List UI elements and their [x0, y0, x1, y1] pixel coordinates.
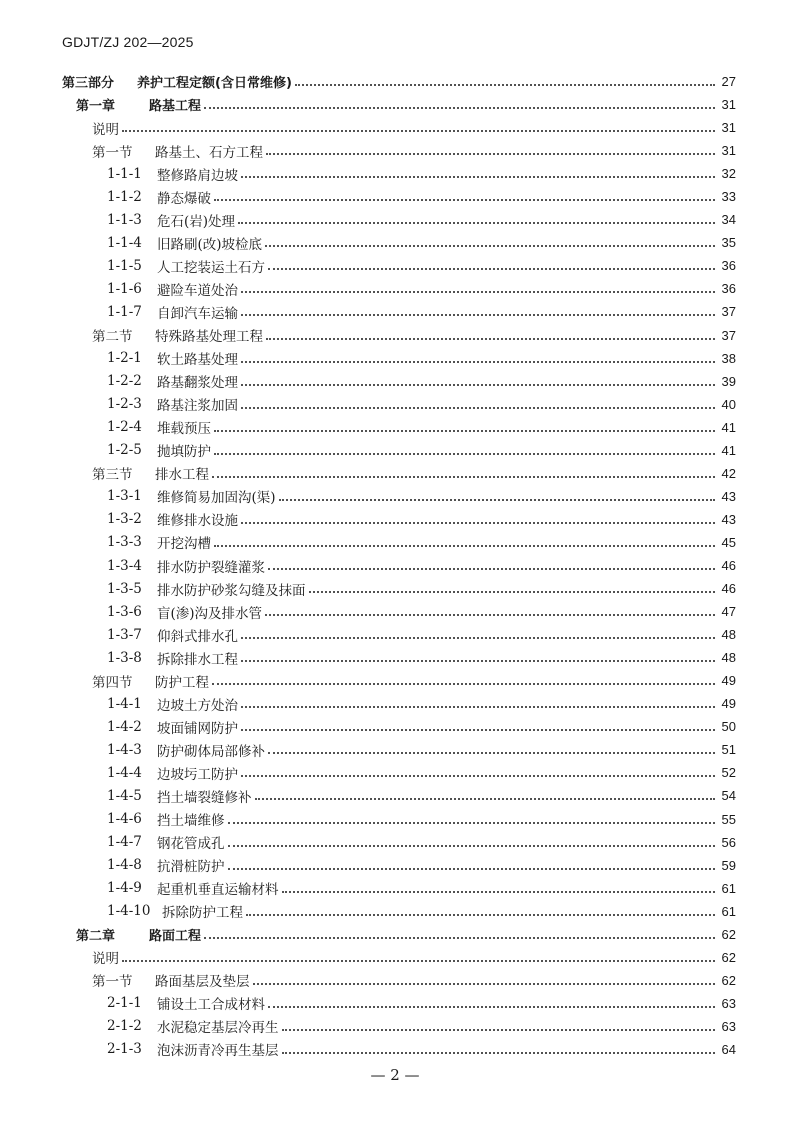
- toc-dot-leader: [228, 821, 716, 824]
- toc-entry-item[interactable]: [0, 162, 790, 185]
- toc-entry-title: 避险车道处治: [157, 282, 238, 299]
- toc-entry-page: 55: [721, 811, 736, 827]
- toc-entry-title: 拆除防护工程: [162, 905, 243, 922]
- toc-entry-number: 1-3-7: [107, 626, 142, 643]
- toc-dot-leader: [204, 106, 715, 109]
- toc-entry-title: 整修路肩边坡: [157, 167, 238, 184]
- toc-entry-item[interactable]: [0, 1038, 790, 1061]
- toc-entry-title: 路基注浆加固: [157, 398, 238, 415]
- toc-entry-item[interactable]: [0, 808, 790, 831]
- toc-entry-title: 边坡圬工防护: [157, 766, 238, 783]
- toc-entry-item[interactable]: [0, 485, 790, 508]
- toc-dot-leader: [212, 682, 715, 685]
- toc-entry-number: 第二节: [92, 329, 133, 346]
- toc-entry-title: 开挖沟槽: [157, 536, 211, 553]
- toc-entry-title: 挡土墙裂缝修补: [157, 789, 252, 806]
- toc-entry-page: 49: [721, 696, 736, 712]
- toc-dot-leader: [241, 659, 715, 662]
- toc-entry-part[interactable]: [0, 70, 790, 93]
- toc-entry-number: 1-2-4: [107, 419, 142, 436]
- toc-dot-leader: [268, 1005, 715, 1008]
- toc-entry-item[interactable]: [0, 439, 790, 462]
- toc-entry-page: 64: [721, 1041, 736, 1057]
- toc-entry-number: 1-3-8: [107, 649, 142, 666]
- toc-entry-number: 1-1-3: [107, 211, 142, 228]
- toc-entry-section[interactable]: [0, 669, 790, 692]
- toc-entry-title: 维修排水设施: [157, 513, 238, 530]
- toc-dot-leader: [214, 198, 715, 201]
- toc-entry-number: 1-2-2: [107, 373, 142, 390]
- toc-entry-title: 拆除排水工程: [157, 651, 238, 668]
- toc-entry-title: 排水防护裂缝灌浆: [157, 559, 265, 576]
- toc-entry-number: 1-1-7: [107, 303, 142, 320]
- toc-entry-item[interactable]: [0, 900, 790, 923]
- toc-entry-number: 1-1-5: [107, 257, 142, 274]
- toc-entry-title: 仰斜式排水孔: [157, 628, 238, 645]
- toc-entry-number: 1-4-3: [107, 741, 142, 758]
- toc-entry-number: 第二章: [76, 928, 116, 944]
- toc-dot-leader: [282, 1051, 716, 1054]
- toc-entry-title: 水泥稳定基层冷再生: [157, 1020, 279, 1037]
- toc-dot-leader: [282, 890, 716, 893]
- toc-dot-leader: [241, 313, 715, 316]
- toc-entry-page: 42: [721, 465, 736, 481]
- toc-entry-number: 1-4-10: [107, 903, 151, 920]
- toc-dot-leader: [268, 567, 715, 570]
- toc-dot-leader: [241, 383, 715, 386]
- toc-entry-page: 38: [721, 350, 736, 366]
- toc-entry-page: 54: [721, 788, 736, 804]
- toc-dot-leader: [228, 844, 716, 847]
- toc-dot-leader: [241, 636, 715, 639]
- toc-entry-title: 堆载预压: [157, 421, 211, 438]
- toc-dot-leader: [228, 867, 716, 870]
- toc-entry-item[interactable]: [0, 277, 790, 300]
- toc-dot-leader: [265, 613, 715, 616]
- toc-entry-page: 31: [721, 143, 736, 159]
- toc-entry-title: 防护砌体局部修补: [157, 743, 265, 760]
- toc-entry-item[interactable]: [0, 393, 790, 416]
- toc-entry-item[interactable]: [0, 738, 790, 761]
- toc-dot-leader: [204, 936, 715, 939]
- toc-entry-title: 抛填防护: [157, 444, 211, 461]
- toc-dot-leader: [265, 244, 715, 247]
- toc-entry-page: 62: [721, 949, 736, 965]
- toc-entry-number: 1-2-3: [107, 396, 142, 413]
- toc-entry-number: 2-1-3: [107, 1041, 142, 1058]
- toc-dot-leader: [212, 475, 715, 478]
- toc-entry-page: 45: [721, 534, 736, 550]
- toc-entry-item[interactable]: [0, 531, 790, 554]
- toc-dot-leader: [241, 360, 715, 363]
- toc-entry-page: 37: [721, 304, 736, 320]
- toc-entry-number: 1-1-4: [107, 234, 142, 251]
- toc-entry-number: 2-1-1: [107, 995, 142, 1012]
- toc-dot-leader: [241, 521, 715, 524]
- toc-entry-title: 排水工程: [155, 467, 209, 484]
- toc-entry-title: 防护工程: [155, 674, 209, 691]
- toc-entry-number: 第三部分: [62, 76, 115, 92]
- toc-entry-title: 危石(岩)处理: [157, 213, 236, 230]
- toc-entry-page: 62: [721, 972, 736, 988]
- toc-entry-chapter[interactable]: [0, 93, 790, 116]
- toc-entry-page: 46: [721, 558, 736, 573]
- toc-entry-page: 34: [721, 212, 736, 228]
- toc-entry-section[interactable]: [0, 139, 790, 162]
- toc-dot-leader: [122, 959, 715, 962]
- toc-entry-title: 静态爆破: [157, 190, 211, 207]
- toc-entry-item[interactable]: [0, 600, 790, 623]
- toc-entry-item[interactable]: [0, 784, 790, 807]
- toc-dot-leader: [241, 728, 715, 731]
- toc-entry-item[interactable]: [0, 300, 790, 323]
- toc-entry-title: 起重机垂直运输材料: [157, 882, 279, 899]
- toc-entry-number: 1-4-5: [107, 787, 142, 804]
- toc-dot-leader: [241, 774, 715, 777]
- toc-entry-page: 39: [721, 373, 736, 389]
- toc-entry-item[interactable]: [0, 692, 790, 715]
- toc-entry-page: 48: [721, 650, 736, 666]
- toc-entry-page: 43: [721, 488, 736, 504]
- toc-entry-title: 排水防护砂浆勾缝及抹面: [157, 582, 306, 599]
- toc-entry-item[interactable]: [0, 416, 790, 439]
- toc-entry-item[interactable]: [0, 554, 790, 577]
- toc-entry-page: 35: [721, 235, 736, 251]
- toc-entry-title: 边坡土方处治: [157, 697, 238, 714]
- toc-entry-page: 48: [721, 627, 736, 643]
- toc-dot-leader: [214, 452, 715, 455]
- toc-entry-page: 31: [721, 120, 736, 136]
- toc-entry-page: 59: [721, 857, 736, 873]
- toc-dot-leader: [238, 221, 715, 224]
- toc-entry-item[interactable]: [0, 577, 790, 600]
- toc-entry-title: 铺设土工合成材料: [157, 997, 265, 1014]
- toc-entry-title: 软土路基处理: [157, 352, 238, 369]
- toc-entry-number: 1-3-1: [107, 488, 142, 505]
- toc-dot-leader: [266, 337, 715, 340]
- toc-entry-number: 第一章: [76, 99, 116, 115]
- toc-dot-leader: [253, 982, 716, 985]
- toc-entry-item[interactable]: [0, 347, 790, 370]
- toc-entry-title: 说明: [92, 121, 119, 138]
- toc-dot-leader: [266, 152, 715, 155]
- toc-entry-number: 1-4-4: [107, 764, 142, 781]
- toc-entry-item[interactable]: [0, 715, 790, 738]
- toc-entry-page: 47: [721, 604, 736, 620]
- toc-dot-leader: [241, 175, 715, 178]
- toc-entry-title: 泡沫沥青冷再生基层: [157, 1043, 279, 1060]
- toc-entry-page: 31: [721, 97, 736, 113]
- toc-entry-page: 46: [721, 581, 736, 597]
- toc-entry-title: 抗滑桩防护: [157, 859, 225, 876]
- toc-entry-number: 1-4-2: [107, 718, 142, 735]
- toc-entry-item[interactable]: [0, 761, 790, 784]
- toc-entry-item[interactable]: [0, 646, 790, 669]
- toc-dot-leader: [241, 290, 715, 293]
- toc-entry-page: 32: [721, 166, 736, 182]
- toc-entry-item[interactable]: [0, 231, 790, 254]
- toc-entry-number: 第一节: [92, 144, 133, 161]
- toc-entry-number: 1-3-3: [107, 534, 142, 551]
- toc-entry-note[interactable]: [0, 116, 790, 139]
- toc-entry-title: 路面工程: [149, 928, 202, 944]
- toc-entry-title: 自卸汽车运输: [157, 305, 238, 322]
- toc-entry-number: 第四节: [92, 674, 133, 691]
- toc-dot-leader: [282, 1028, 716, 1031]
- toc-entry-page: 40: [721, 396, 736, 412]
- toc-entry-page: 43: [721, 511, 736, 527]
- toc-entry-number: 第三节: [92, 467, 133, 484]
- toc-entry-item[interactable]: [0, 992, 790, 1015]
- toc-entry-item[interactable]: [0, 1015, 790, 1038]
- toc-entry-number: 1-2-1: [107, 350, 142, 367]
- toc-dot-leader: [122, 129, 715, 132]
- toc-entry-number: 1-4-1: [107, 695, 142, 712]
- toc-entry-title: 挡土墙维修: [157, 813, 225, 830]
- toc-entry-title: 说明: [92, 951, 119, 968]
- toc-entry-number: 1-3-4: [107, 557, 142, 574]
- toc-entry-item[interactable]: [0, 877, 790, 900]
- toc-entry-page: 50: [721, 719, 736, 735]
- toc-entry-title: 坡面铺网防护: [157, 720, 238, 737]
- toc-entry-item[interactable]: [0, 623, 790, 646]
- toc-entry-chapter[interactable]: [0, 923, 790, 946]
- document-code: GDJT/ZJ 202—2025: [62, 34, 194, 50]
- toc-entry-page: 36: [721, 281, 736, 297]
- toc-entry-number: 1-4-9: [107, 880, 142, 897]
- toc-dot-leader: [295, 83, 715, 86]
- toc-entry-item[interactable]: [0, 254, 790, 277]
- toc-dot-leader: [255, 797, 716, 800]
- toc-entry-title: 路面基层及垫层: [155, 974, 250, 991]
- toc-entry-number: 1-3-5: [107, 580, 142, 597]
- toc-entry-section[interactable]: [0, 462, 790, 485]
- toc-entry-title: 路基土、石方工程: [155, 144, 263, 161]
- toc-entry-number: 1-1-6: [107, 280, 142, 297]
- toc-entry-title: 养护工程定额(含日常维修): [137, 76, 292, 92]
- toc-entry-page: 61: [721, 903, 736, 919]
- toc-dot-leader: [279, 498, 715, 501]
- toc-dot-leader: [268, 751, 715, 754]
- toc-entry-number: 1-4-6: [107, 811, 142, 828]
- toc-entry-section[interactable]: [0, 324, 790, 347]
- toc-dot-leader: [241, 406, 715, 409]
- toc-entry-title: 旧路刷(改)坡检底: [157, 236, 263, 253]
- toc-dot-leader: [214, 544, 715, 547]
- toc-entry-number: 2-1-2: [107, 1018, 142, 1035]
- toc-entry-page: 63: [721, 1018, 736, 1034]
- table-of-contents: [0, 70, 790, 1061]
- toc-entry-section[interactable]: [0, 969, 790, 992]
- toc-entry-page: 63: [721, 995, 736, 1011]
- toc-entry-item[interactable]: [0, 831, 790, 854]
- toc-entry-page: 51: [721, 742, 736, 758]
- toc-entry-note[interactable]: [0, 946, 790, 969]
- toc-entry-number: 1-1-2: [107, 188, 142, 205]
- toc-entry-number: 1-1-1: [107, 165, 142, 182]
- toc-entry-page: 52: [721, 765, 736, 781]
- toc-entry-title: 钢花管成孔: [157, 836, 225, 853]
- toc-entry-title: 特殊路基处理工程: [155, 329, 263, 346]
- toc-dot-leader: [246, 913, 715, 916]
- toc-entry-page: 37: [721, 327, 736, 343]
- toc-dot-leader: [268, 267, 715, 270]
- toc-entry-page: 61: [721, 880, 736, 896]
- toc-dot-leader: [309, 590, 716, 593]
- toc-entry-title: 人工挖装运土石方: [157, 259, 265, 276]
- toc-entry-title: 路基工程: [149, 99, 202, 115]
- toc-entry-item[interactable]: [0, 208, 790, 231]
- toc-entry-number: 1-3-2: [107, 511, 142, 528]
- toc-entry-number: 1-2-5: [107, 442, 142, 459]
- toc-entry-page: 56: [721, 834, 736, 850]
- toc-entry-item[interactable]: [0, 185, 790, 208]
- toc-entry-number: 1-4-8: [107, 857, 142, 874]
- toc-entry-page: 33: [721, 189, 736, 205]
- toc-entry-title: 路基翻浆处理: [157, 375, 238, 392]
- toc-entry-number: 1-4-7: [107, 834, 142, 851]
- toc-entry-page: 49: [721, 673, 736, 689]
- toc-entry-title: 维修简易加固沟(渠): [157, 490, 276, 507]
- toc-dot-leader: [241, 705, 715, 708]
- toc-entry-page: 41: [721, 442, 736, 458]
- toc-entry-page: 41: [721, 419, 736, 435]
- toc-entry-page: 36: [721, 258, 736, 274]
- toc-entry-item[interactable]: [0, 854, 790, 877]
- toc-entry-item[interactable]: [0, 508, 790, 531]
- toc-entry-item[interactable]: [0, 370, 790, 393]
- toc-entry-page: 62: [721, 926, 736, 942]
- toc-dot-leader: [214, 429, 715, 432]
- toc-entry-number: 1-3-6: [107, 603, 142, 620]
- toc-entry-number: 第一节: [92, 974, 133, 991]
- toc-entry-page: 27: [721, 74, 736, 90]
- toc-entry-title: 盲(渗)沟及排水管: [157, 605, 263, 622]
- page-number: — 2 —: [370, 1066, 420, 1084]
